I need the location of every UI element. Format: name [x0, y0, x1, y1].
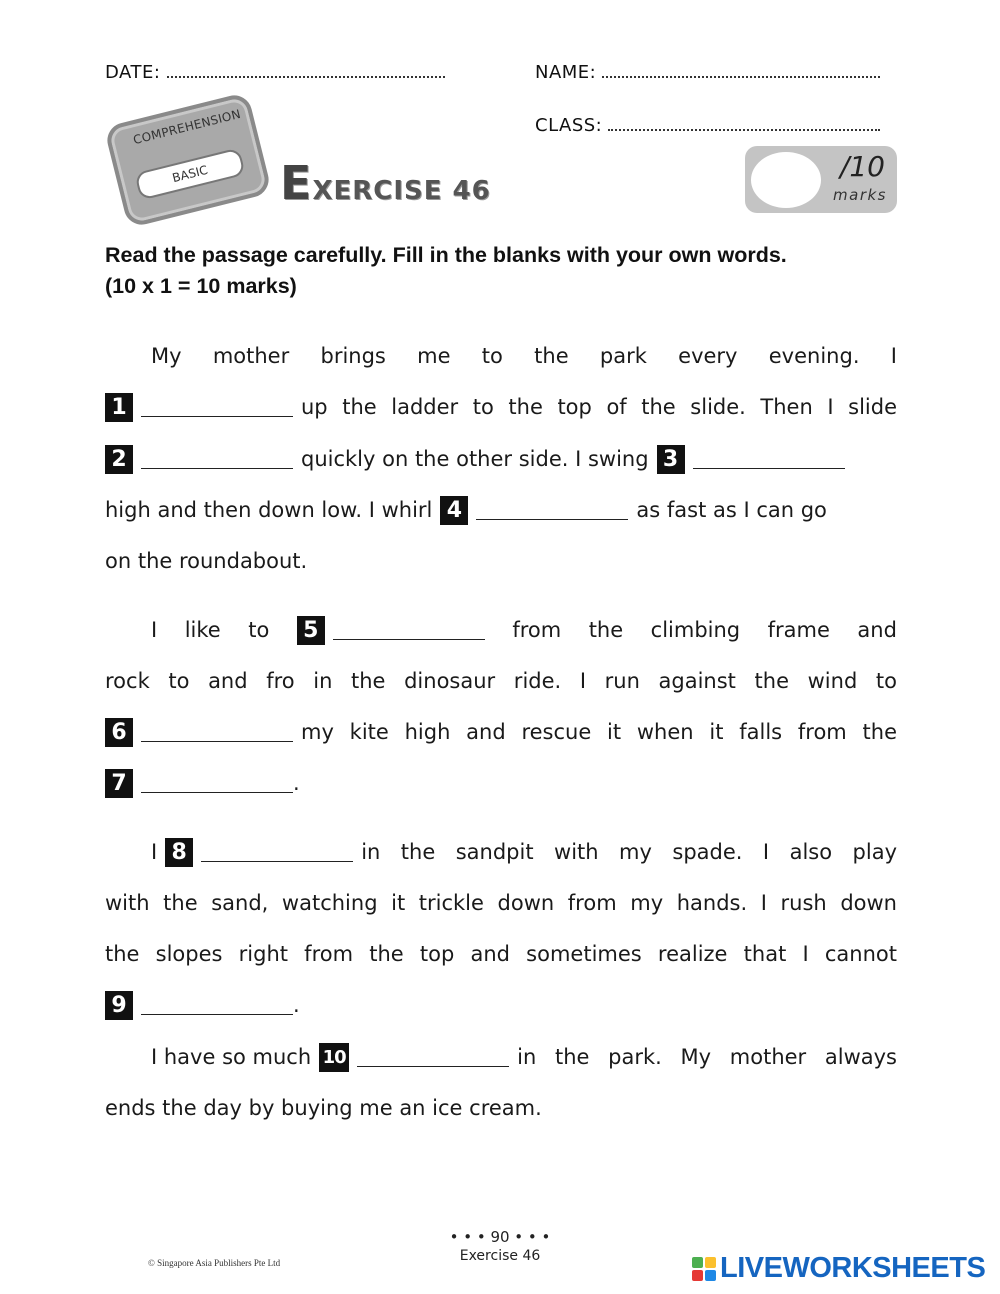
- passage-text: .: [293, 771, 300, 795]
- instructions-line-1: Read the passage carefully. Fill in the blanks with your own words.: [105, 243, 787, 267]
- footer-exercise: Exercise 46: [459, 1248, 541, 1264]
- blank-8[interactable]: [201, 843, 353, 862]
- blank-3[interactable]: [693, 450, 845, 469]
- exercise-title-initial: E: [280, 156, 313, 210]
- blank-6[interactable]: [141, 723, 293, 742]
- passage-line: [105, 340, 897, 372]
- blank-number-9: 9: [105, 991, 133, 1020]
- passage-line: the slopes right from the top and sometimes realize that I cannot: [105, 942, 897, 966]
- blank-number-7: 7: [105, 769, 133, 798]
- badge-category: COMPREHENSION: [131, 106, 243, 148]
- score-oval[interactable]: [751, 152, 821, 208]
- blank-number-2: 2: [105, 445, 133, 474]
- passage-line: with the sand, watching it trickle down from my hands. I rush down: [105, 891, 897, 915]
- class-line[interactable]: [608, 115, 880, 131]
- word: to: [248, 618, 270, 642]
- blank-number-8: 8: [165, 838, 193, 867]
- word: brings: [320, 344, 386, 368]
- blank-10[interactable]: [357, 1048, 509, 1067]
- passage-line: [105, 767, 897, 799]
- blank-9[interactable]: [141, 996, 293, 1015]
- exercise-title: [280, 156, 491, 210]
- word: to: [481, 344, 503, 368]
- passage-text: I have so much: [151, 1045, 312, 1069]
- instructions-line-2: (10 x 1 = 10 marks): [105, 274, 297, 298]
- marks-label: marks: [833, 186, 887, 204]
- passage-line: [105, 716, 897, 748]
- passage-text: in the sandpit with my spade. I also play: [361, 840, 897, 864]
- liveworksheets-icon: [692, 1257, 716, 1281]
- blank-group-5: [297, 616, 485, 645]
- passage-line: ends the day by buying me an ice cream.: [105, 1096, 542, 1120]
- blank-number-5: 5: [297, 616, 325, 645]
- blank-1[interactable]: [141, 398, 293, 417]
- passage-text: .: [293, 993, 300, 1017]
- comprehension-badge: [106, 98, 266, 216]
- passage-line: [105, 1041, 897, 1073]
- word: the: [588, 618, 624, 642]
- name-field[interactable]: [535, 62, 880, 83]
- word: park: [599, 344, 647, 368]
- blank-number-4: 4: [440, 496, 468, 525]
- passage-line: [105, 443, 897, 475]
- date-field[interactable]: [105, 62, 445, 83]
- word: the: [534, 344, 569, 368]
- word: evening.: [768, 344, 860, 368]
- word: from: [512, 618, 562, 642]
- passage-line: rock to and fro in the dinosaur ride. I run against the wind to: [105, 669, 897, 693]
- blank-number-6: 6: [105, 718, 133, 747]
- word: me: [417, 344, 451, 368]
- passage-line: [105, 494, 897, 526]
- passage-line: [105, 614, 897, 646]
- passage-text: quickly on the other side. I swing: [301, 447, 649, 471]
- word: I: [151, 840, 158, 864]
- name-line[interactable]: [602, 62, 880, 78]
- passage-line: [105, 836, 897, 868]
- passage-text: in the park. My mother always: [517, 1045, 897, 1069]
- blank-number-1: 1: [105, 393, 133, 422]
- date-label: DATE:: [105, 62, 161, 83]
- blank-number-3: 3: [657, 445, 685, 474]
- copyright: © Singapore Asia Publishers Pte Ltd: [148, 1258, 281, 1268]
- word: and: [857, 618, 897, 642]
- word: My: [151, 344, 182, 368]
- marks-total: /10: [839, 150, 885, 183]
- badge-level: BASIC: [134, 147, 246, 200]
- date-line[interactable]: [167, 62, 445, 78]
- passage-line: [105, 391, 897, 423]
- page-number: • • • 90 • • •: [449, 1228, 551, 1246]
- marks-box: [745, 146, 897, 213]
- passage-line: on the roundabout.: [105, 549, 308, 573]
- brand-name: LIVEWORKSHEETS: [720, 1252, 986, 1284]
- liveworksheets-logo[interactable]: [692, 1252, 985, 1285]
- blank-2[interactable]: [141, 450, 293, 469]
- class-label: CLASS:: [535, 115, 603, 136]
- passage-text: up the ladder to the top of the slide. Then I slide: [301, 395, 897, 419]
- passage-text: my kite high and rescue it when it falls from the: [301, 720, 897, 744]
- word: like: [184, 618, 221, 642]
- class-field[interactable]: [535, 115, 880, 136]
- passage-text: as fast as I can go: [636, 498, 827, 522]
- instructions: [105, 240, 905, 302]
- exercise-title-rest: XERCISE 46: [312, 176, 491, 206]
- word: climbing: [650, 618, 741, 642]
- word: frame: [767, 618, 830, 642]
- blank-number-10: 10: [319, 1043, 349, 1072]
- blank-7[interactable]: [141, 774, 293, 793]
- blank-4[interactable]: [476, 501, 628, 520]
- passage-text: high and then down low. I whirl: [105, 498, 433, 522]
- word: mother: [212, 344, 290, 368]
- blank-5[interactable]: [333, 621, 485, 640]
- word: every: [678, 344, 738, 368]
- passage-line: [105, 989, 897, 1021]
- word: I: [151, 618, 158, 642]
- name-label: NAME:: [535, 62, 597, 83]
- word: I: [890, 344, 897, 368]
